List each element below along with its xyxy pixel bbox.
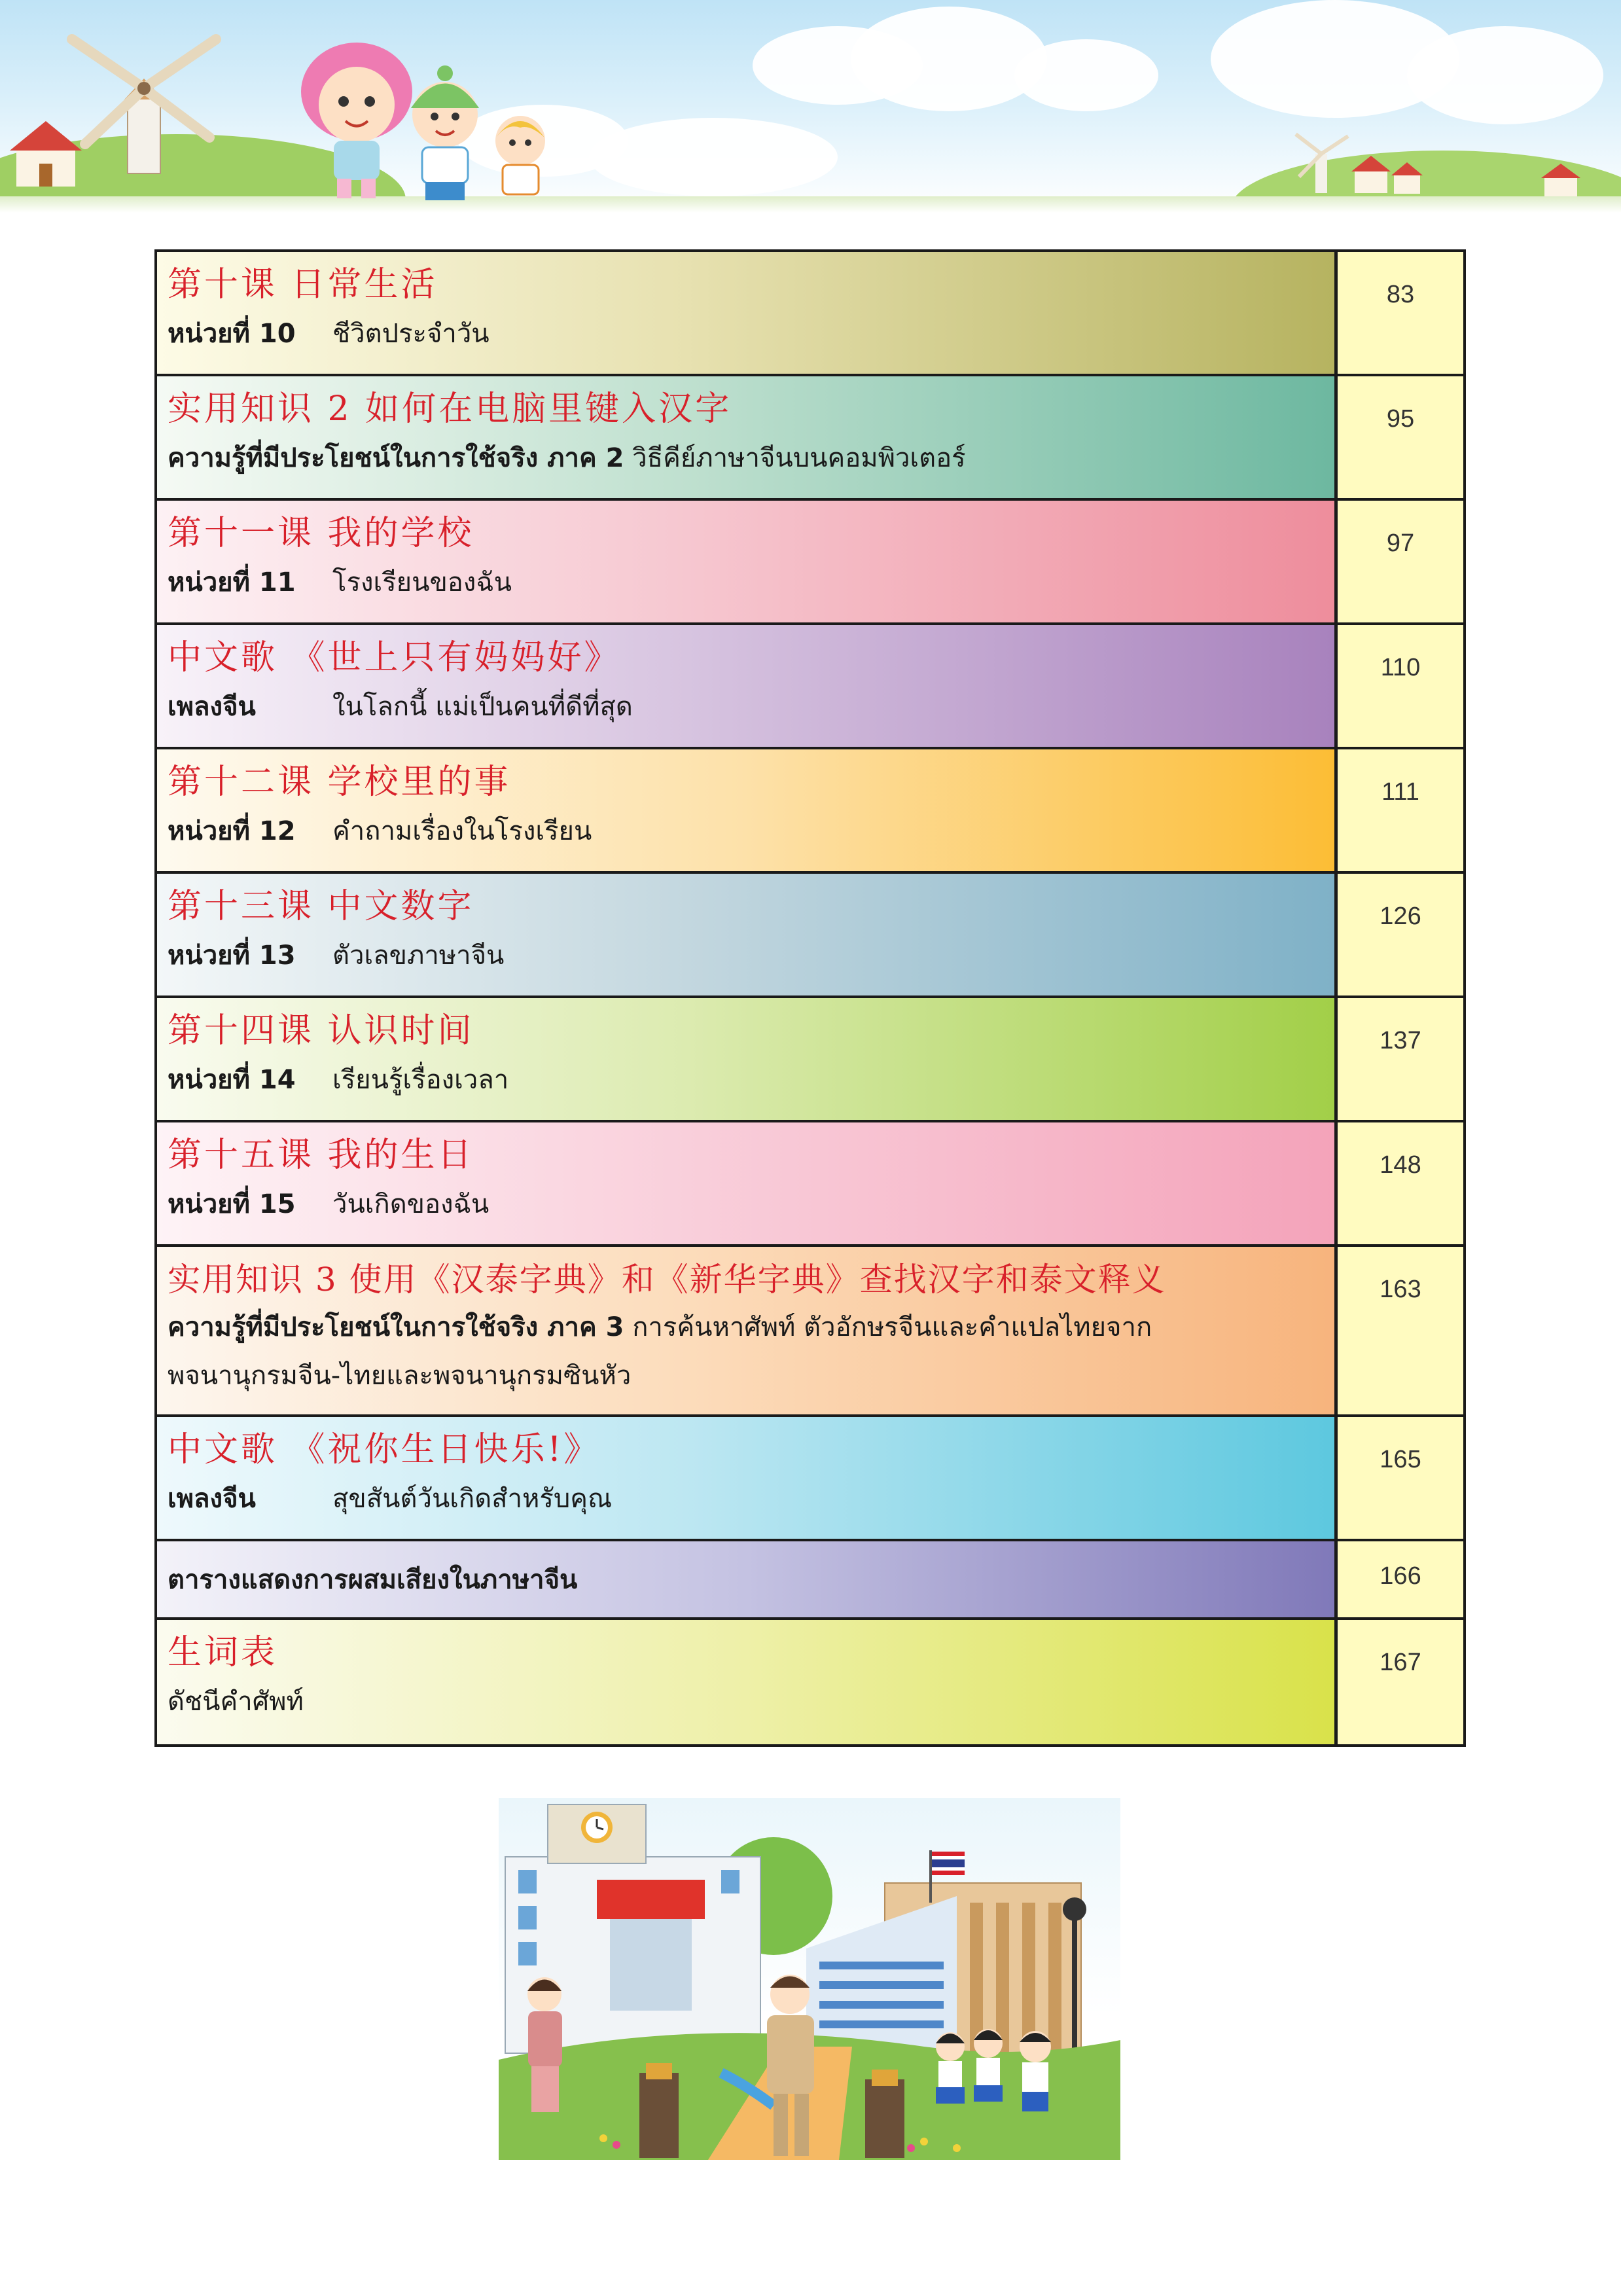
toc-row	[157, 1247, 1463, 1417]
thai-title: วิธีคีย์ภาษาจีนบนคอมพิวเตอร์	[632, 443, 966, 473]
toc-row	[157, 1620, 1463, 1744]
chinese-title: 第十三课 中文数字	[168, 887, 474, 926]
chinese-title: 第十课 日常生活	[168, 265, 438, 304]
thai-title: โรงเรียนของฉัน	[332, 567, 512, 598]
chinese-title: 中文歌 《祝你生日快乐!》	[168, 1430, 601, 1469]
school-scene-graphic	[499, 1798, 1120, 2160]
toc-title-cell	[157, 1620, 1338, 1744]
thai-title: ชีวิตประจำวัน	[332, 319, 490, 349]
song-label: เพลงจีน	[168, 692, 256, 722]
unit-label: หน่วยที่ 12	[168, 816, 296, 846]
unit-label: หน่วยที่ 13	[168, 941, 296, 971]
toc-row	[157, 1541, 1463, 1620]
toc-title-cell	[157, 998, 1338, 1120]
page-number: 165	[1338, 1417, 1463, 1539]
thai-title: ตัวเลขภาษาจีน	[332, 941, 505, 971]
toc-title-cell	[157, 252, 1338, 374]
toc-title-cell	[157, 376, 1338, 498]
thai-title: วันเกิดของฉัน	[332, 1189, 490, 1219]
page-number: 95	[1338, 376, 1463, 498]
unit-label: หน่วยที่ 10	[168, 319, 296, 349]
toc-row	[157, 1417, 1463, 1541]
unit-label: หน่วยที่ 15	[168, 1189, 296, 1219]
house-illustration	[7, 118, 85, 190]
chinese-title: 第十五课 我的生日	[168, 1136, 474, 1175]
header-banner	[0, 0, 1621, 213]
thai-title: เรียนรู้เรื่องเวลา	[332, 1065, 509, 1095]
chinese-title: 第十二课 学校里的事	[168, 762, 511, 802]
page-number: 137	[1338, 998, 1463, 1120]
thai-title-continued: พจนานุกรมจีน-ไทยและพจนานุกรมซินหัว	[168, 1361, 632, 1391]
page-number: 83	[1338, 252, 1463, 374]
section-label: ความรู้ที่มีประโยชน์ในการใช้จริง ภาค 2	[168, 443, 624, 473]
toc-row	[157, 874, 1463, 998]
page-number: 126	[1338, 874, 1463, 996]
chinese-title: 第十四课 认识时间	[168, 1011, 474, 1050]
section-label: ความรู้ที่มีประโยชน์ในการใช้จริง ภาค 3	[168, 1312, 624, 1342]
page-number: 148	[1338, 1122, 1463, 1244]
thai-title: ดัชนีคำศัพท์	[168, 1687, 304, 1717]
section-label: ตารางแสดงการผสมเสียงในภาษาจีน	[168, 1565, 578, 1595]
toc-title-cell	[157, 1541, 1338, 1617]
chinese-title: 实用知识 3 使用《汉泰字典》和《新华字典》查找汉字和泰文释义	[168, 1261, 1166, 1299]
toc-title-cell	[157, 501, 1338, 622]
toc-title-cell	[157, 625, 1338, 747]
toc-title-cell	[157, 749, 1338, 871]
thai-title: การค้นหาศัพท์ ตัวอักษรจีนและคำแปลไทยจาก	[632, 1312, 1152, 1342]
toc-title-cell	[157, 1247, 1338, 1414]
toc-title-cell	[157, 1122, 1338, 1244]
page-number: 110	[1338, 625, 1463, 747]
toc-row	[157, 998, 1463, 1122]
unit-label: หน่วยที่ 11	[168, 567, 296, 598]
children-illustration	[288, 39, 569, 203]
toc-row	[157, 625, 1463, 749]
windmill-illustration	[59, 26, 242, 177]
page-number: 97	[1338, 501, 1463, 622]
page-number: 111	[1338, 749, 1463, 871]
table-of-contents	[154, 249, 1466, 1747]
toc-title-cell	[157, 874, 1338, 996]
toc-row	[157, 252, 1463, 376]
page-number: 167	[1338, 1620, 1463, 1744]
page-number: 166	[1338, 1541, 1463, 1617]
village-illustration	[1283, 131, 1590, 203]
chinese-title: 中文歌 《世上只有妈妈好》	[168, 638, 621, 677]
toc-title-cell	[157, 1417, 1338, 1539]
unit-label: หน่วยที่ 14	[168, 1065, 296, 1095]
toc-row	[157, 749, 1463, 874]
thai-title: ในโลกนี้ แม่เป็นคนที่ดีที่สุด	[332, 692, 633, 722]
thai-title: สุขสันต์วันเกิดสำหรับคุณ	[332, 1484, 613, 1514]
toc-row	[157, 376, 1463, 501]
chinese-title: 第十一课 我的学校	[168, 514, 474, 553]
chinese-title: 实用知识 2 如何在电脑里键入汉字	[168, 389, 732, 429]
page-number: 163	[1338, 1247, 1463, 1414]
toc-row	[157, 501, 1463, 625]
chinese-title: 生词表	[168, 1633, 278, 1672]
toc-row	[157, 1122, 1463, 1247]
song-label: เพลงจีน	[168, 1484, 256, 1514]
thai-title: คำถามเรื่องในโรงเรียน	[332, 816, 592, 846]
school-illustration	[499, 1798, 1120, 2160]
